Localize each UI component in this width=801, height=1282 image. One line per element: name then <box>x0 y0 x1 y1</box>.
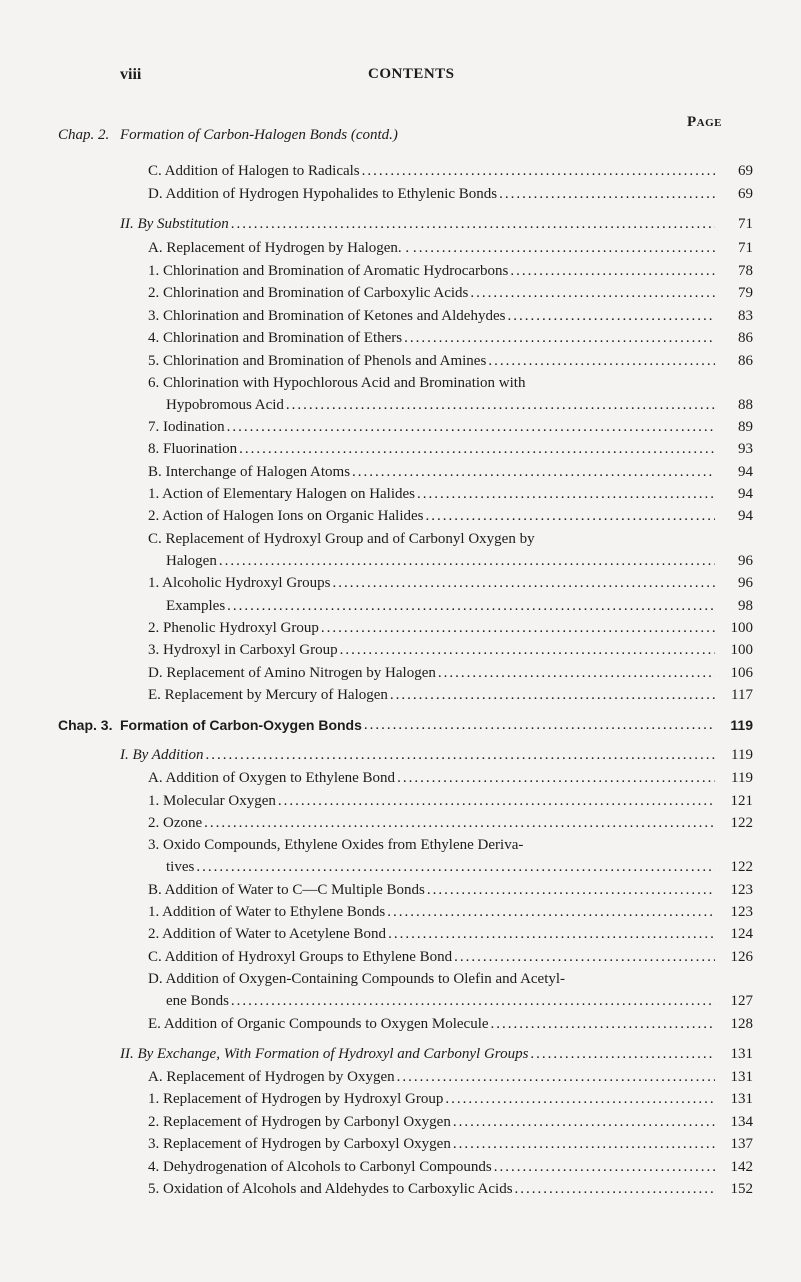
toc-row <box>0 834 801 856</box>
dot-leader <box>530 1043 715 1065</box>
dot-leader <box>445 1088 715 1110</box>
page-ref: 117 <box>731 687 753 703</box>
entry-title: B. Addition of Water to C—C Multiple Bonds <box>148 882 425 898</box>
chapter-title: Formation of Carbon-Oxygen Bonds <box>120 717 362 733</box>
dot-leader <box>507 305 715 327</box>
page-ref: 127 <box>730 993 753 1009</box>
entry-title: 4. Dehydrogenation of Alcohols to Carbonyl Compounds <box>148 1159 492 1175</box>
dot-leader <box>499 183 715 205</box>
toc-entry[interactable] <box>148 1178 753 1200</box>
toc-row <box>0 1043 801 1065</box>
toc-entry <box>148 968 753 990</box>
toc-row <box>0 684 801 706</box>
page-ref: 131 <box>730 1069 753 1085</box>
page-ref: 123 <box>730 904 753 920</box>
page-ref: 88 <box>738 397 753 413</box>
entry-title: II. By Substitution <box>120 216 229 232</box>
entry-title: 3. Chlorination and Bromination of Ketones and Aldehydes <box>148 308 506 324</box>
toc-row <box>0 282 801 304</box>
page-ref: 78 <box>738 263 753 279</box>
page-ref: 152 <box>730 1181 753 1197</box>
toc-entry <box>148 372 753 394</box>
toc-entry[interactable] <box>148 879 753 901</box>
toc-entry[interactable] <box>120 1043 753 1065</box>
page-ref: 100 <box>730 620 753 636</box>
page-ref: 69 <box>738 186 753 202</box>
page-ref: 69 <box>738 163 753 179</box>
dot-leader <box>227 416 715 438</box>
entry-title: A. Replacement of Hydrogen by Halogen. . . <box>148 240 417 256</box>
page-ref: 122 <box>730 859 753 875</box>
toc-entry[interactable] <box>166 394 753 416</box>
page-ref: 131 <box>730 1091 753 1107</box>
toc-row <box>0 183 801 205</box>
dot-leader <box>438 662 715 684</box>
toc-row <box>0 923 801 945</box>
dot-leader <box>364 714 715 736</box>
toc-entry[interactable] <box>148 1013 753 1035</box>
page-ref: 98 <box>738 598 753 614</box>
toc-row <box>0 1156 801 1178</box>
dot-leader <box>227 595 715 617</box>
toc-row <box>0 350 801 372</box>
toc-entry[interactable] <box>166 550 753 572</box>
chapter-label: Chap. 2. <box>58 127 110 143</box>
toc-row <box>0 968 801 990</box>
dot-leader <box>205 744 715 766</box>
page-ref: 83 <box>738 308 753 324</box>
entry-title: tives <box>166 859 195 875</box>
toc-entry[interactable] <box>148 282 753 304</box>
dot-leader <box>397 1066 715 1088</box>
dot-leader <box>239 438 715 460</box>
dot-leader <box>427 879 715 901</box>
page-ref: 96 <box>738 553 753 569</box>
entry-title: D. Addition of Oxygen-Containing Compounds to Olefin and Acetyl- <box>148 971 566 987</box>
entry-title: 1. Molecular Oxygen <box>148 793 276 809</box>
running-header: CONTENTS <box>368 66 455 82</box>
entry-title: 2. Action of Halogen Ions on Organic Halides <box>148 508 424 524</box>
toc-entry[interactable] <box>148 438 753 460</box>
toc-row <box>0 305 801 327</box>
page-ref: 94 <box>738 464 753 480</box>
page-ref: 93 <box>738 441 753 457</box>
entry-title: 1. Replacement of Hydrogen by Hydroxyl Group <box>148 1091 444 1107</box>
entry-title: 7. Iodination <box>148 419 225 435</box>
toc-row <box>0 856 801 878</box>
page-ref: 71 <box>738 240 753 256</box>
entry-title: 4. Chlorination and Bromination of Ethers <box>148 330 403 346</box>
page-ref: 142 <box>730 1159 753 1175</box>
entry-title: C. Addition of Hydroxyl Groups to Ethylene Bond <box>148 949 453 965</box>
page-ref: 131 <box>730 1046 753 1062</box>
page-ref: 94 <box>738 508 753 524</box>
dot-leader <box>494 1156 715 1178</box>
dot-leader <box>340 639 715 661</box>
toc-entry[interactable] <box>148 183 753 205</box>
page-ref: 134 <box>730 1114 753 1130</box>
toc-entry[interactable] <box>148 1066 753 1088</box>
toc-entry[interactable] <box>148 684 753 706</box>
toc-entry[interactable] <box>148 461 753 483</box>
entry-title: 1. Alcoholic Hydroxyl Groups <box>148 575 331 591</box>
page-ref: 86 <box>738 353 753 369</box>
toc-entry[interactable] <box>148 350 753 372</box>
entry-title: 1. Addition of Water to Ethylene Bonds <box>148 904 386 920</box>
page-ref: 123 <box>730 882 753 898</box>
dot-leader <box>426 505 715 527</box>
entry-title: 2. Chlorination and Bromination of Carboxylic Acids <box>148 285 469 301</box>
toc-row <box>0 260 801 282</box>
page-ref: 106 <box>730 665 753 681</box>
toc-row <box>0 213 801 235</box>
page-ref: 100 <box>730 642 753 658</box>
page-ref: 119 <box>731 770 753 786</box>
toc-entry[interactable] <box>166 595 753 617</box>
toc-entry[interactable] <box>148 416 753 438</box>
toc-row <box>0 1088 801 1110</box>
toc-row <box>0 790 801 812</box>
toc-entry[interactable] <box>148 790 753 812</box>
toc-entry[interactable] <box>148 572 753 594</box>
toc-row <box>0 416 801 438</box>
page-number: viii <box>120 66 142 83</box>
dot-leader <box>321 617 715 639</box>
toc-row <box>0 1066 801 1088</box>
entry-title: C. Replacement of Hydroxyl Group and of Carbonyl Oxygen by <box>148 531 535 547</box>
entry-title: 3. Hydroxyl in Carboxyl Group <box>148 642 338 658</box>
entry-title: 1. Chlorination and Bromination of Aromatic Hydrocarbons <box>148 263 509 279</box>
page-ref: 94 <box>738 486 753 502</box>
entry-title: Hypobromous Acid <box>166 397 284 413</box>
entry-title: 2. Replacement of Hydrogen by Carbonyl Oxygen <box>148 1114 451 1130</box>
toc-entry[interactable] <box>148 946 753 968</box>
toc-row <box>0 550 801 572</box>
chapter-heading <box>0 124 801 146</box>
entry-title: 8. Fluorination <box>148 441 238 457</box>
toc-row <box>0 901 801 923</box>
entry-title: C. Addition of Halogen to Radicals <box>148 163 360 179</box>
dot-leader <box>231 213 715 235</box>
chapter-label: Chap. 3. <box>58 717 113 733</box>
toc-row <box>0 946 801 968</box>
toc-row <box>0 1133 801 1155</box>
dot-leader <box>417 483 715 505</box>
toc-row <box>0 394 801 416</box>
toc-entry[interactable] <box>148 305 753 327</box>
toc-entry[interactable] <box>148 1088 753 1110</box>
page-ref: 137 <box>730 1136 753 1152</box>
toc-entry[interactable] <box>148 1111 753 1133</box>
entry-title: 3. Oxido Compounds, Ethylene Oxides from Ethylene Deriva- <box>148 837 524 853</box>
entry-title: 3. Replacement of Hydrogen by Carboxyl Oxygen <box>148 1136 451 1152</box>
dot-leader <box>397 767 715 789</box>
entry-title: 2. Ozone <box>148 815 203 831</box>
dot-leader <box>453 1133 715 1155</box>
toc-row <box>0 617 801 639</box>
toc-entry[interactable] <box>148 1156 753 1178</box>
toc-entry[interactable] <box>148 767 753 789</box>
entry-title: A. Addition of Oxygen to Ethylene Bond <box>148 770 396 786</box>
dot-leader <box>278 790 715 812</box>
dot-leader <box>488 350 715 372</box>
toc-row <box>0 327 801 349</box>
entry-title: A. Replacement of Hydrogen by Oxygen <box>148 1069 395 1085</box>
dot-leader <box>362 160 715 182</box>
dot-leader <box>453 1111 715 1133</box>
entry-title: ene Bonds <box>166 993 229 1009</box>
toc-entry[interactable] <box>148 1133 753 1155</box>
dot-leader <box>390 684 715 706</box>
toc-entry[interactable] <box>148 901 753 923</box>
toc-entry[interactable] <box>120 744 753 766</box>
entry-title: E. Replacement by Mercury of Halogen <box>148 687 388 703</box>
toc-row <box>0 639 801 661</box>
page-ref: 89 <box>738 419 753 435</box>
toc-row <box>0 1178 801 1200</box>
toc-entry[interactable] <box>148 617 753 639</box>
toc-entry[interactable] <box>148 483 753 505</box>
dot-leader <box>404 327 715 349</box>
chapter-title-entry[interactable] <box>120 714 753 736</box>
dot-leader <box>454 946 715 968</box>
entry-title: II. By Exchange, With Formation of Hydroxyl and Carbonyl Groups <box>120 1046 529 1062</box>
entry-title: I. By Addition <box>120 747 204 763</box>
toc-entry <box>148 834 753 856</box>
toc-row <box>0 767 801 789</box>
dot-leader <box>352 461 715 483</box>
entry-title: 5. Oxidation of Alcohols and Aldehydes to Carboxylic Acids <box>148 1181 513 1197</box>
dot-leader <box>387 901 715 923</box>
toc-row <box>0 438 801 460</box>
dot-leader <box>470 282 715 304</box>
entry-title: Examples <box>166 598 226 614</box>
page-ref: 128 <box>730 1016 753 1032</box>
entry-title: 1. Action of Elementary Halogen on Halides <box>148 486 416 502</box>
toc-entry[interactable] <box>148 327 753 349</box>
page-ref: 119 <box>731 747 753 763</box>
toc-entry[interactable] <box>148 923 753 945</box>
toc-row <box>0 662 801 684</box>
toc-row <box>0 483 801 505</box>
dot-leader <box>332 572 715 594</box>
page-ref: 124 <box>730 926 753 942</box>
toc-row <box>0 990 801 1012</box>
toc-row <box>0 237 801 259</box>
entry-title: Halogen <box>166 553 217 569</box>
dot-leader <box>388 923 715 945</box>
toc-entry[interactable] <box>148 812 753 834</box>
toc-row <box>0 744 801 766</box>
page-ref: 71 <box>738 216 753 232</box>
toc-row <box>0 812 801 834</box>
toc-row <box>0 528 801 550</box>
entry-title: E. Addition of Organic Compounds to Oxygen Molecule <box>148 1016 489 1032</box>
toc-entry <box>148 528 753 550</box>
entry-title: 2. Phenolic Hydroxyl Group <box>148 620 319 636</box>
toc-entry[interactable] <box>148 662 753 684</box>
toc-row <box>0 160 801 182</box>
toc-entry[interactable] <box>148 237 753 259</box>
toc-row <box>0 461 801 483</box>
chapter-heading <box>0 714 801 736</box>
dot-leader <box>510 260 715 282</box>
toc-entry[interactable] <box>120 213 753 235</box>
toc-entry[interactable] <box>148 639 753 661</box>
page-ref: 119 <box>730 717 753 733</box>
toc-entry[interactable] <box>148 160 753 182</box>
entry-title: B. Interchange of Halogen Atoms <box>148 464 351 480</box>
toc-entry[interactable] <box>148 260 753 282</box>
toc-row <box>0 572 801 594</box>
entry-title: 5. Chlorination and Bromination of Phenols and Amines <box>148 353 487 369</box>
page-column-label: Page <box>687 114 722 130</box>
toc-row <box>0 879 801 901</box>
page-ref: 126 <box>730 949 753 965</box>
page-ref: 122 <box>730 815 753 831</box>
dot-leader <box>219 550 715 572</box>
dot-leader <box>204 812 715 834</box>
toc-entry[interactable] <box>166 856 753 878</box>
toc-row <box>0 372 801 394</box>
dot-leader <box>515 1178 715 1200</box>
dot-leader <box>196 856 715 878</box>
entry-title: D. Replacement of Amino Nitrogen by Halogen <box>148 665 436 681</box>
chapter-title: Formation of Carbon-Halogen Bonds (contd.) <box>120 127 398 143</box>
page-ref: 96 <box>738 575 753 591</box>
entry-title: D. Addition of Hydrogen Hypohalides to Ethylenic Bonds <box>148 186 498 202</box>
entry-title: 6. Chlorination with Hypochlorous Acid and Bromination with <box>148 375 526 391</box>
page-ref: 79 <box>738 285 753 301</box>
dot-leader <box>491 1013 715 1035</box>
toc-row <box>0 1013 801 1035</box>
page-ref: 121 <box>730 793 753 809</box>
dot-leader <box>419 237 715 259</box>
toc-row <box>0 505 801 527</box>
toc-entry[interactable] <box>166 990 753 1012</box>
toc-row <box>0 595 801 617</box>
toc-entry[interactable] <box>148 505 753 527</box>
dot-leader <box>231 990 715 1012</box>
toc-row <box>0 1111 801 1133</box>
page-ref: 86 <box>738 330 753 346</box>
dot-leader <box>286 394 715 416</box>
entry-title: 2. Addition of Water to Acetylene Bond <box>148 926 387 942</box>
